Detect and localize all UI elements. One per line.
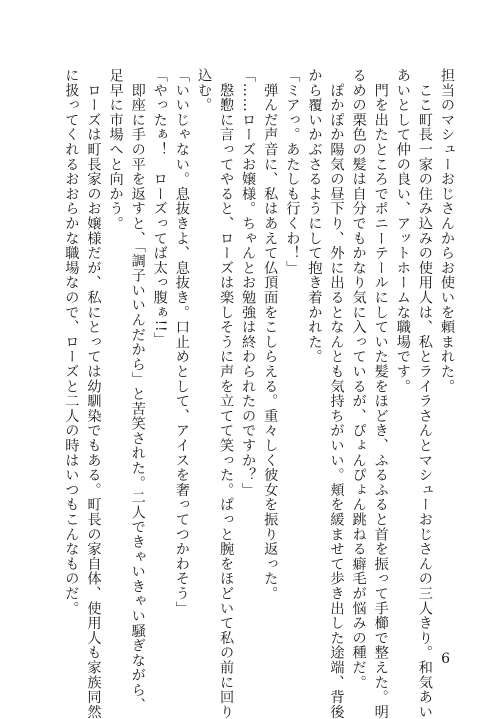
text-line: るめの栗色の髪は自分でもかなり気に入っているが、ぴょんぴょん跳ねる癖毛が悩みの種だ。 <box>350 68 367 690</box>
text-line: ローズは町長家のお嬢様だが、私にとっては幼馴染でもある。町長の家自体、使用人も家族同然 <box>85 68 102 719</box>
dialogue-line: 「……ローズお嬢様。ちゃんとお勉強は終わられたのですか？」 <box>240 68 257 498</box>
text-line: あいとして仲の良い、アットホームな職場です。 <box>394 68 411 394</box>
text-line: 込む。 <box>195 68 212 113</box>
dialogue-line: 「いいじゃない。息抜きよ、息抜き。口止めとして、アイスを奢ってつかわそう」 <box>173 68 190 616</box>
text-line: ぽかぽか陽気の昼下り、外に出るとなんとも気持ちがいい。頬を緩ませて歩き出した途端、背後 <box>328 68 345 719</box>
text-line: 門を出たところでポニーテールにしていた髪をほどき、ふるふると首を振って手櫛で整えた。明 <box>372 68 389 719</box>
text-line: 担当のマシューおじさんからお使いを頼まれた。 <box>439 68 455 394</box>
text-line: から覆いかぶさるようにして抱き着かれた。 <box>306 68 323 364</box>
body-text <box>38 68 458 719</box>
dialogue-line: 「ミアっ。あたしも行くわ！」 <box>284 68 301 276</box>
dialogue-line: 「やったぁ！ ローズってば太っ腹ぁ!!」 <box>151 68 168 348</box>
text-line: ここ町長一家の住み込みの使用人は、私とライラさんとマシューおじさんの三人きり。和気あい <box>416 68 433 719</box>
text-line: に扱ってくれるおおらかな職場なので、ローズと二人の時はいつもこんなものだ。 <box>63 68 80 616</box>
text-line: 慇懃に言ってやると、ローズは楽しそうに声を立てて笑った。ぱっと腕をほどいて私の前に回り <box>218 68 235 719</box>
text-line: 弾んだ声音に、私はあえて仏頂面をこしらえる。重々しく彼女を振り返った。 <box>262 68 279 601</box>
page-number: 6 <box>441 651 450 667</box>
text-line: 即座に手の平を返すと、「調子いいんだから」と苦笑された。二人できゃいきゃい騒ぎながら、 <box>129 68 146 713</box>
text-line: 足早に市場へと向かう。 <box>107 68 124 231</box>
